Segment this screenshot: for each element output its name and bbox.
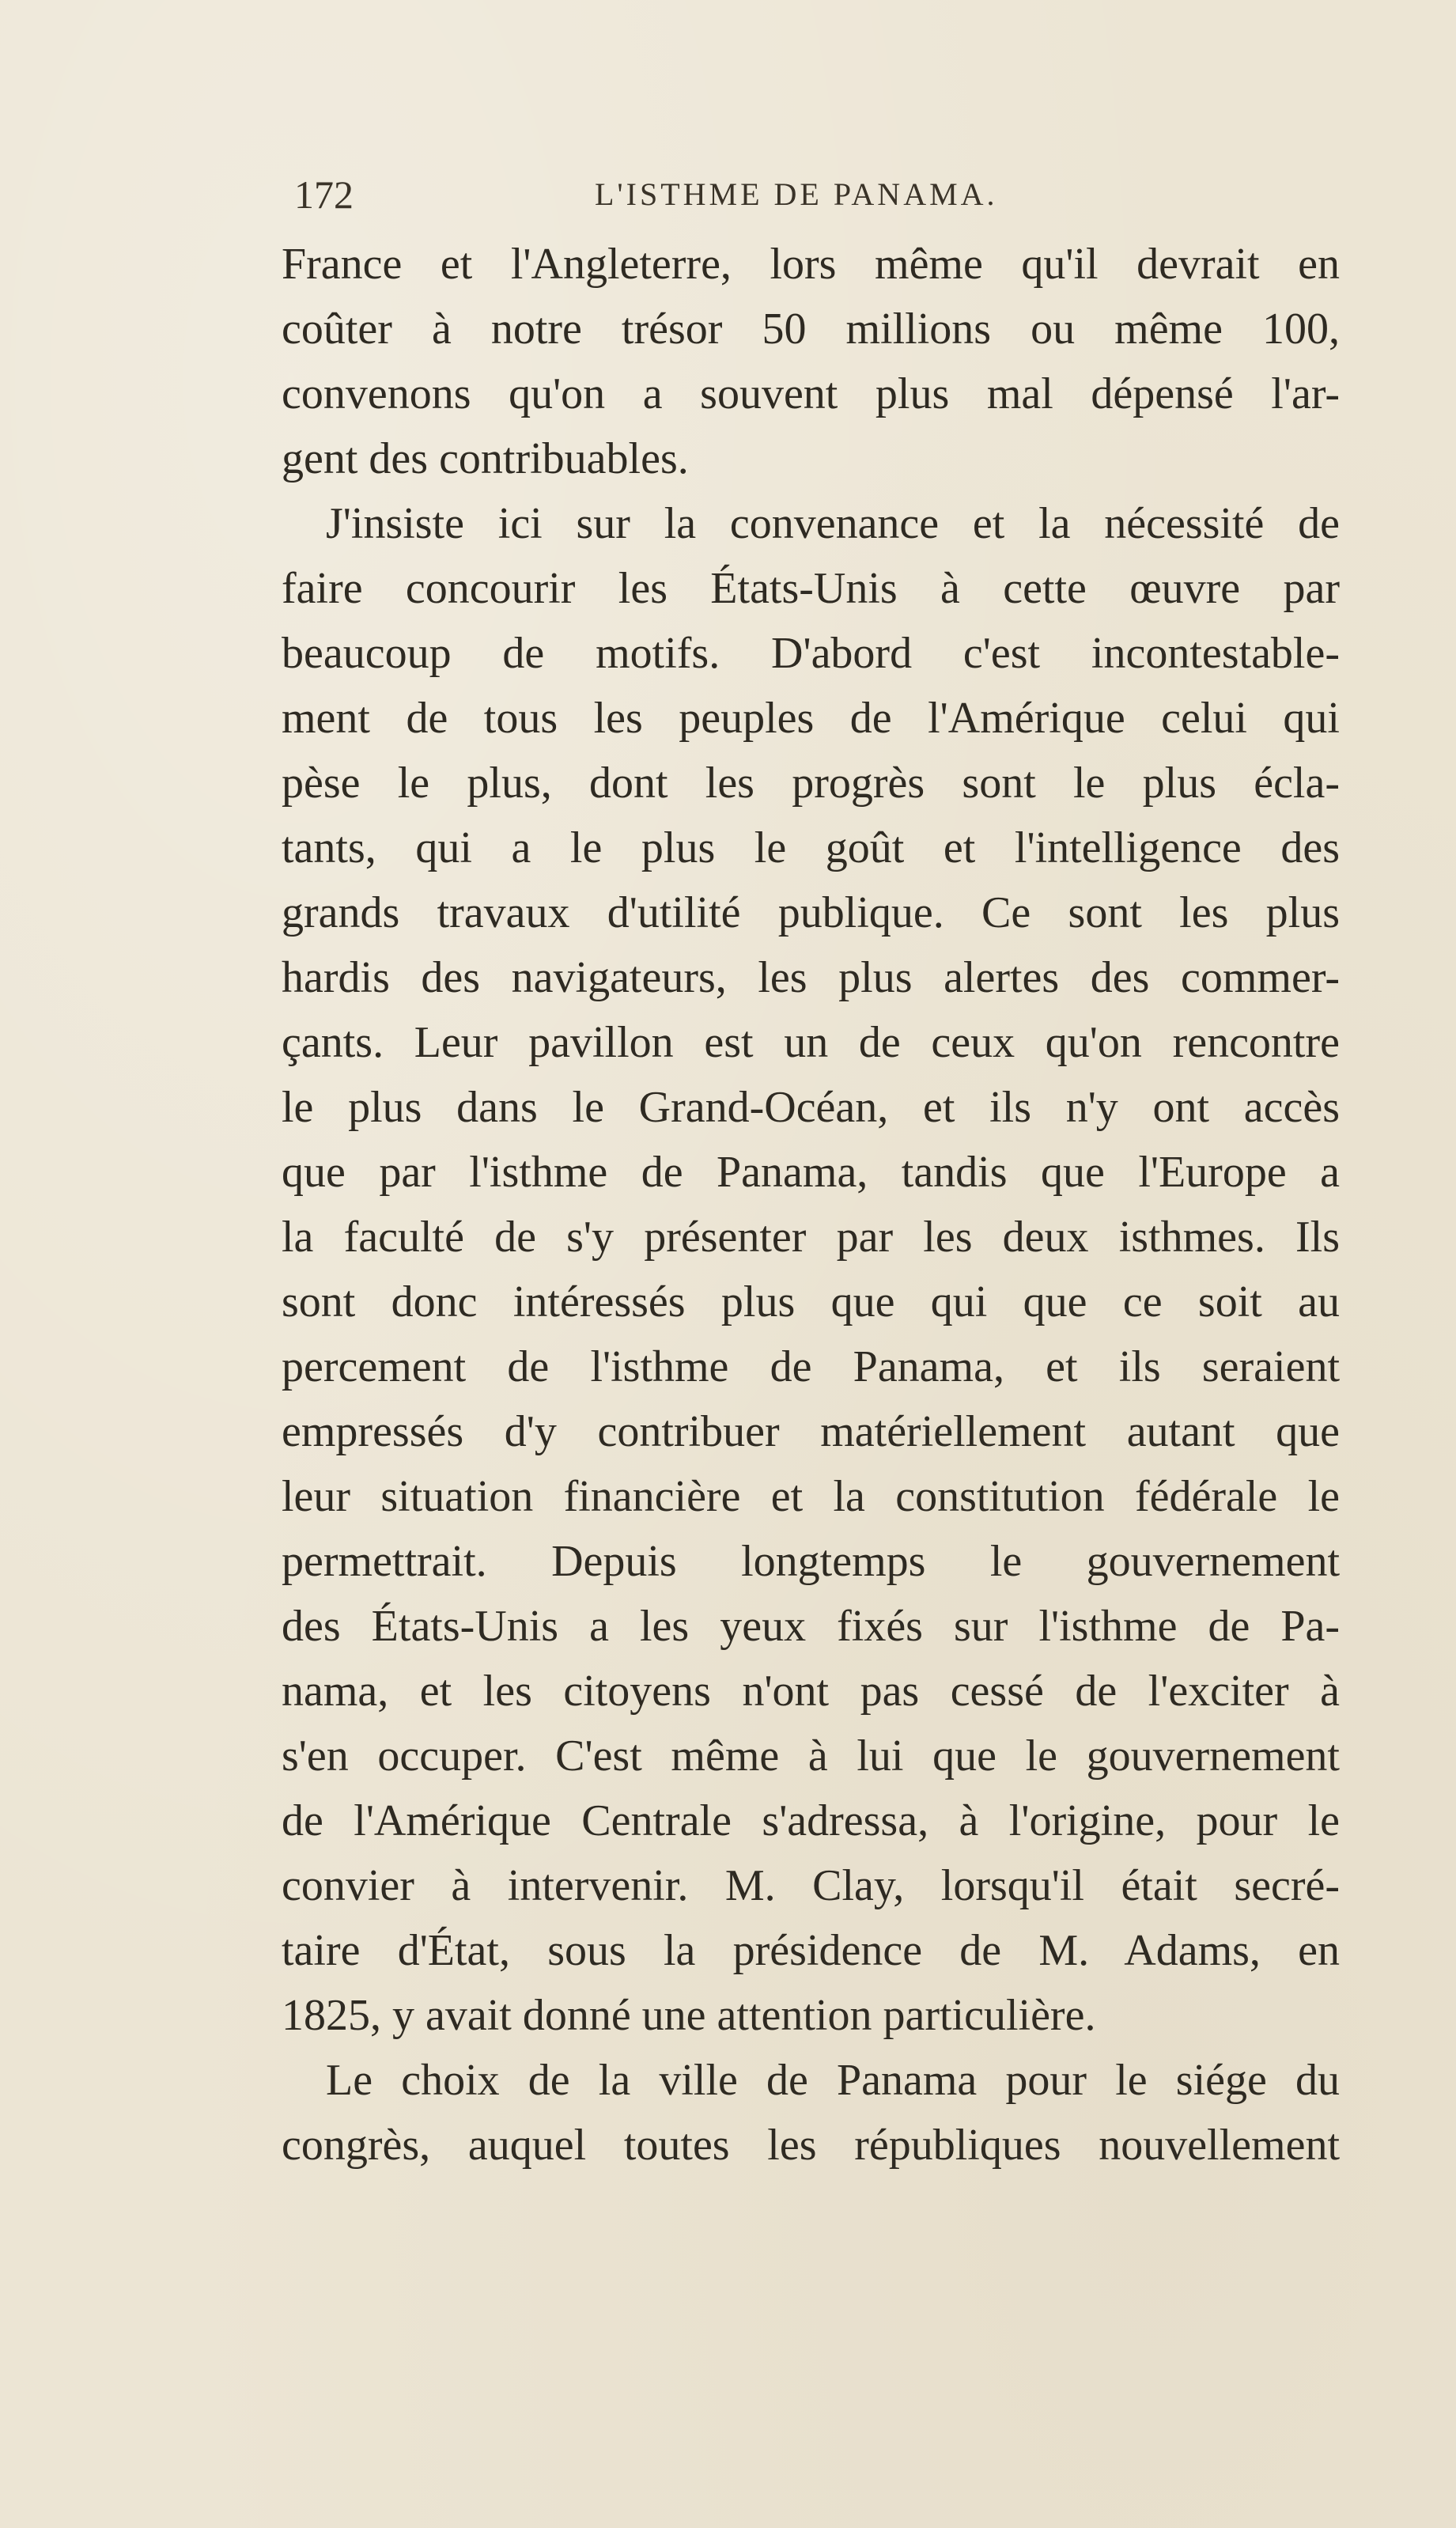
text-line: beaucoup de motifs. D'abord c'est incontestable- bbox=[282, 629, 1340, 678]
text-line: coûter à notre trésor 50 millions ou même 100, bbox=[282, 305, 1340, 354]
text-line: faire concourir les États-Unis à cette œuvre par bbox=[282, 564, 1340, 613]
text-line: empressés d'y contribuer matériellement autant que bbox=[282, 1407, 1340, 1456]
text-line: de l'Amérique Centrale s'adressa, à l'origine, pour le bbox=[282, 1796, 1340, 1845]
text-line: grands travaux d'utilité publique. Ce sont les plus bbox=[282, 888, 1340, 937]
running-head bbox=[294, 171, 1338, 218]
text-line: le plus dans le Grand-Océan, et ils n'y ont accès bbox=[282, 1083, 1340, 1132]
running-title: L'ISTHME DE PANAMA. bbox=[595, 176, 998, 212]
text-line: hardis des navigateurs, les plus alertes des commer- bbox=[282, 953, 1340, 1002]
text-line: ment de tous les peuples de l'Amérique celui qui bbox=[282, 694, 1340, 743]
text-line: sont donc intéressés plus que qui que ce soit au bbox=[282, 1277, 1340, 1326]
text-line: nama, et les citoyens n'ont pas cessé de l'exciter à bbox=[282, 1667, 1340, 1716]
text-line: gent des contribuables. bbox=[282, 434, 689, 483]
text-line: France et l'Angleterre, lors même qu'il devrait en bbox=[282, 240, 1340, 289]
text-line: convier à intervenir. M. Clay, lorsqu'il était secré- bbox=[282, 1861, 1340, 1910]
body-text bbox=[282, 232, 1340, 2178]
text-line: que par l'isthme de Panama, tandis que l'Europe a bbox=[282, 1148, 1340, 1197]
page-number: 172 bbox=[294, 172, 354, 217]
text-line: J'insiste ici sur la convenance et la nécessité de bbox=[326, 499, 1340, 548]
text-line: s'en occuper. C'est même à lui que le gouvernement bbox=[282, 1731, 1340, 1781]
text-line: çants. Leur pavillon est un de ceux qu'on rencontre bbox=[282, 1018, 1340, 1067]
text-line: congrès, auquel toutes les républiques nouvellement bbox=[282, 2121, 1340, 2170]
text-line: des États-Unis a les yeux fixés sur l'isthme de Pa- bbox=[282, 1602, 1340, 1651]
text-line: convenons qu'on a souvent plus mal dépensé l'ar- bbox=[282, 369, 1340, 418]
text-line: Le choix de la ville de Panama pour le siége du bbox=[326, 2056, 1340, 2105]
text-line: 1825, y avait donné une attention particulière. bbox=[282, 1991, 1096, 2040]
text-line: pèse le plus, dont les progrès sont le plus écla- bbox=[282, 759, 1340, 808]
text-line: percement de l'isthme de Panama, et ils seraient bbox=[282, 1342, 1340, 1391]
text-line: taire d'État, sous la présidence de M. Adams, en bbox=[282, 1926, 1340, 1975]
text-line: la faculté de s'y présenter par les deux isthmes. Ils bbox=[282, 1213, 1340, 1262]
text-line: leur situation financière et la constitution fédérale le bbox=[282, 1472, 1340, 1521]
text-line: tants, qui a le plus le goût et l'intelligence des bbox=[282, 823, 1340, 872]
text-line: permettrait. Depuis longtemps le gouvernement bbox=[282, 1537, 1340, 1586]
